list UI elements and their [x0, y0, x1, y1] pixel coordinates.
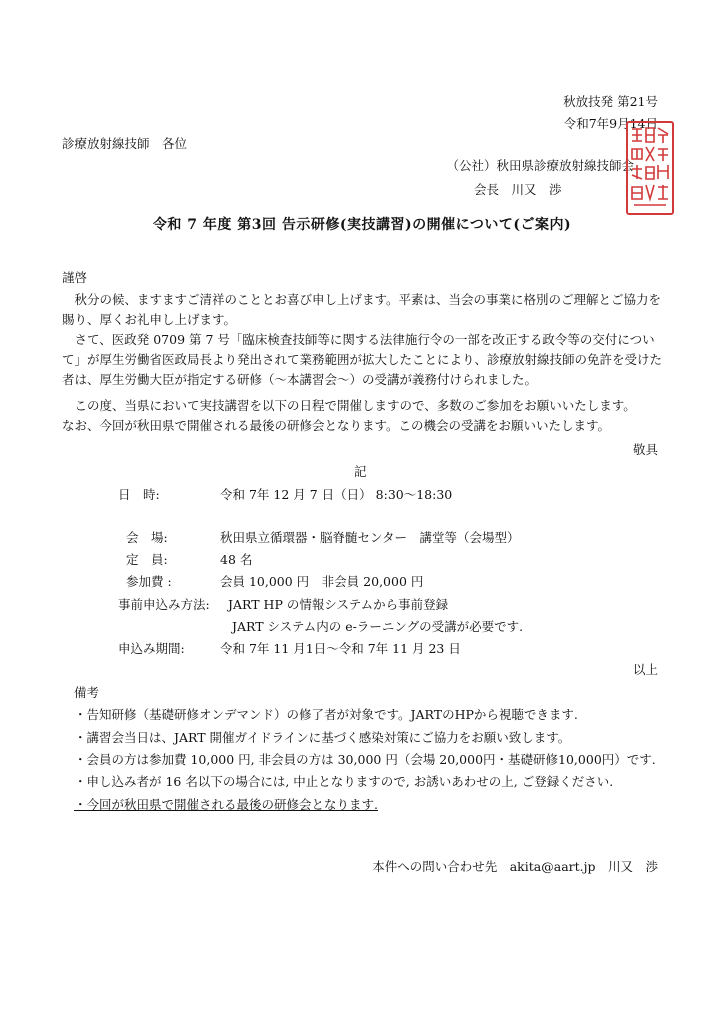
note-item: ・講習会当日は、JART 開催ガイドラインに基づく感染対策にご協力をお願い致します。 [74, 730, 571, 745]
apply-period-label: 申込み期間: [118, 641, 185, 656]
ki-heading: 記 [354, 464, 367, 479]
ijou-closing: 以上 [632, 662, 658, 677]
apply-period-value: 令和 7年 11 月1日～令和 7年 11 月 23 日 [220, 641, 461, 656]
sender-organization: （公社）秋田県診療放射線技師会 [446, 158, 634, 173]
fee-label: 参加費 : [126, 574, 172, 589]
body-paragraph-1: 秋分の候、ますますご清祥のこととお喜び申し上げます。平素は、当会の事業に格別のご理解とご協力を賜り、厚くお礼申し上げます。 [62, 292, 662, 327]
fee-value: 会員 10,000 円 非会員 20,000 円 [220, 574, 424, 589]
closing-salutation: 敬具 [632, 442, 658, 457]
capacity-label: 定 員: [126, 552, 168, 567]
note-item: ・申し込み者が 16 名以下の場合には, 中止となりますので, お誘いあわせの上, ご登録ください. [74, 774, 614, 789]
notes-title: 備考 [74, 685, 100, 700]
addressee: 診療放射線技師 各位 [62, 136, 188, 151]
body-paragraph-3: この度、当県において実技講習を以下の日程で開催しますので、多数のご参加をお願いいたします。 [74, 398, 636, 413]
body-paragraph-2: さて、医政発 0709 第 7 号「臨床検査技師等に関する法律施行令の一部を改正する政令等の交付について」が厚生労働省医政局長より発出されて業務範囲が拡大したことにより、診療放射線技師の免許を受けた者は、厚生労働大臣が指定する研修（～本講習会～）の受講が義務付けられました。 [62, 332, 663, 387]
contact-info: 本件への問い合わせ先 akita@aart.jp 川又 渉 [372, 859, 658, 874]
document-date: 令和7年9月14日 [563, 116, 658, 131]
note-item: ・告知研修（基礎研修オンデマンド）の修了者が対象です。JARTのHPから視聴できます. [74, 707, 578, 722]
body-paragraph-4: なお、今回が秋田県で開催される最後の研修会となります。この機会の受講をお願いいたします。 [62, 418, 611, 433]
apply-method-value: JART HP の情報システムから事前登録 [228, 597, 449, 612]
sender-name: 会長 川又 渉 [474, 182, 562, 197]
note-item-final-underlined: ・今回が秋田県で開催される最後の研修会となります. [74, 797, 378, 812]
capacity-value: 48 名 [220, 552, 253, 567]
venue-value: 秋田県立循環器・脳脊髄センター 講堂等（会場型） [220, 530, 520, 545]
document-number: 秋放技発 第21号 [563, 94, 658, 109]
date-value: 令和 7年 12 月 7 日（日） 8:30～18:30 [220, 487, 453, 502]
apply-method-label: 事前申込み方法: [118, 597, 210, 612]
opening-salutation: 謹啓 [62, 270, 88, 285]
note-item: ・会員の方は参加費 10,000 円, 非会員の方は 30,000 円（会場 20,000円・基礎研修10,000円）です. [74, 752, 656, 767]
official-seal-icon [626, 121, 674, 215]
document-title: 令和 7 年度 第3回 告示研修(実技講習)の開催について(ご案内) [152, 217, 572, 233]
venue-label: 会 場: [126, 530, 168, 545]
date-label: 日 時: [118, 487, 160, 502]
apply-method-note: JART システム内の e-ラーニングの受講が必要です. [232, 619, 524, 634]
